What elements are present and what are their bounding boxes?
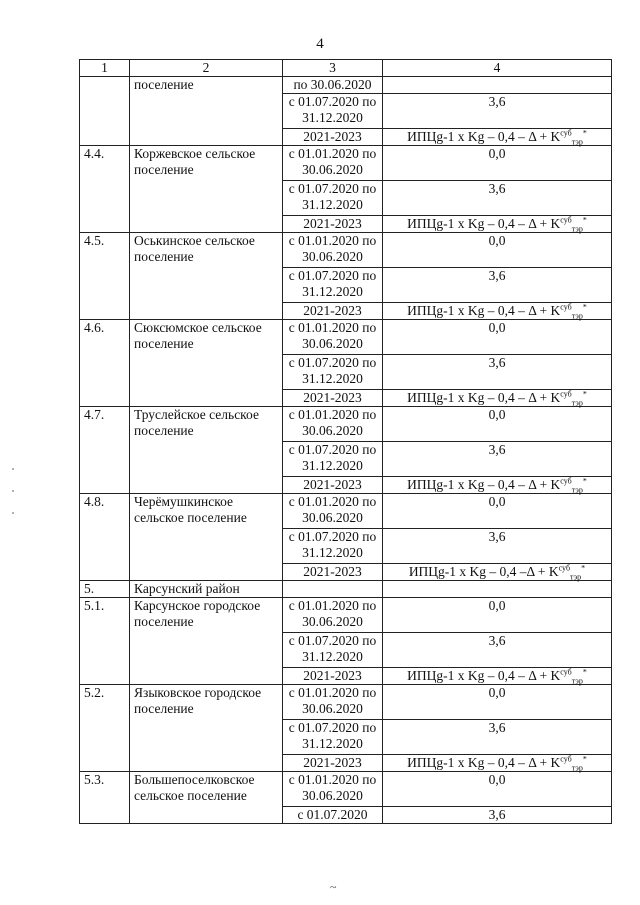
margin-dot xyxy=(12,512,14,514)
municipality-name: Большепоселковское сельское поселение xyxy=(130,772,283,824)
period-second: с 01.07.2020 по 31.12.2020 xyxy=(283,633,383,668)
period-second: с 01.07.2020 по 31.12.2020 xyxy=(283,529,383,564)
row-number: 5. xyxy=(80,581,130,598)
row-number: 4.5. xyxy=(80,233,130,320)
row-number xyxy=(80,77,130,146)
municipality-name: Карсунское городское поселение xyxy=(130,598,283,685)
formula-cell: ИПЦg-1 x $Kg - 0,4 - \Delta + K^{суб}_{тэр}^*$ xyxy=(383,755,612,772)
period-first: с 01.01.2020 по 30.06.2020 xyxy=(283,685,383,720)
value-second: 3,6 xyxy=(383,94,612,129)
table-row xyxy=(80,146,612,181)
table-row xyxy=(80,233,612,268)
table-row xyxy=(80,772,612,807)
table-row xyxy=(80,407,612,442)
row-number: 4.7. xyxy=(80,407,130,494)
header-col-3: 3 xyxy=(283,60,383,77)
period-first: с 01.01.2020 по 30.06.2020 xyxy=(283,233,383,268)
value-second: 3,6 xyxy=(383,355,612,390)
period-second: с 01.07.2020 по 31.12.2020 xyxy=(283,94,383,129)
value-first: 0,0 xyxy=(383,146,612,181)
period-second: с 01.07.2020 по 31.12.2020 xyxy=(283,442,383,477)
period-2021-2023: 2021-2023 xyxy=(283,216,383,233)
formula-cell: ИПЦg-1 x $Kg - 0,4 - \Delta + K^{суб}_{тэр}^*$ xyxy=(383,668,612,685)
municipality-name: Труслейское сельское поселение xyxy=(130,407,283,494)
table-row xyxy=(80,77,612,94)
margin-dot xyxy=(12,490,14,492)
value-first: 0,0 xyxy=(383,598,612,633)
empty-cell xyxy=(283,581,383,598)
period-first: с 01.01.2020 по 30.06.2020 xyxy=(283,494,383,529)
formula-cell: ИПЦg-1 x Kg – 0,4 $-\Delta + K^{суб}_{тэр}^*$ xyxy=(383,564,612,581)
value-first: 0,0 xyxy=(383,233,612,268)
period-2021-2023: 2021-2023 xyxy=(283,564,383,581)
period-2021-2023: 2021-2023 xyxy=(283,668,383,685)
period-second: с 01.07.2020 по 31.12.2020 xyxy=(283,181,383,216)
formula-cell: ИПЦg-1 x $Kg - 0,4 - \Delta + K^{суб}_{тэр}^*$ xyxy=(383,216,612,233)
period-first: с 01.01.2020 по 30.06.2020 xyxy=(283,772,383,807)
period-2021-2023: 2021-2023 xyxy=(283,129,383,146)
value-first: 0,0 xyxy=(383,320,612,355)
row-number: 4.6. xyxy=(80,320,130,407)
period-first: с 01.01.2020 по 30.06.2020 xyxy=(283,146,383,181)
value-second: 3,6 xyxy=(383,181,612,216)
period-second: с 01.07.2020 по 31.12.2020 xyxy=(283,268,383,303)
margin-dot xyxy=(12,468,14,470)
period-second: с 01.07.2020 по 31.12.2020 xyxy=(283,355,383,390)
municipality-name: Языковское городское поселение xyxy=(130,685,283,772)
row-number: 5.3. xyxy=(80,772,130,824)
period-2021-2023: 2021-2023 xyxy=(283,755,383,772)
period-2021-2023: 2021-2023 xyxy=(283,477,383,494)
value-second: 3,6 xyxy=(383,633,612,668)
value-first: 0,0 xyxy=(383,772,612,807)
municipality-name: Сюксюмское сельское поселение xyxy=(130,320,283,407)
header-col-2: 2 xyxy=(130,60,283,77)
row-number: 5.2. xyxy=(80,685,130,772)
period-first: с 01.01.2020 по 30.06.2020 xyxy=(283,407,383,442)
formula-cell: ИПЦg-1 x $Kg - 0,4 - \Delta + K^{суб}_{тэр}^*$ xyxy=(383,477,612,494)
header-row xyxy=(80,60,612,77)
value-first: 0,0 xyxy=(383,407,612,442)
value-second: 3,6 xyxy=(383,442,612,477)
value-second: 3,6 xyxy=(383,268,612,303)
table-row xyxy=(80,320,612,355)
row-number: 5.1. xyxy=(80,598,130,685)
header-col-4: 4 xyxy=(383,60,612,77)
value-second: 3,6 xyxy=(383,807,612,824)
table-row xyxy=(80,494,612,529)
municipality-name: Оськинское сельское поселение xyxy=(130,233,283,320)
district-name: Карсунский район xyxy=(130,581,283,598)
tariff-table xyxy=(79,59,612,824)
formula-cell: ИПЦg-1 x $Kg - 0,4 - \Delta + K^{суб}_{тэр}^*$ xyxy=(383,303,612,320)
table-row xyxy=(80,598,612,633)
formula-cell: ИПЦg-1 x $Kg - 0,4 - \Delta + K^{суб}_{тэр}^*$ xyxy=(383,390,612,407)
header-col-1: 1 xyxy=(80,60,130,77)
period-second: с 01.07.2020 xyxy=(283,807,383,824)
table-row xyxy=(80,685,612,720)
value-second: 3,6 xyxy=(383,720,612,755)
period-second: с 01.07.2020 по 31.12.2020 xyxy=(283,720,383,755)
value-first: 0,0 xyxy=(383,685,612,720)
district-row xyxy=(80,581,612,598)
empty-cell xyxy=(383,581,612,598)
value-second: 3,6 xyxy=(383,529,612,564)
municipality-name: Черёмушкинское сельское поселение xyxy=(130,494,283,581)
value-first xyxy=(383,77,612,94)
row-number: 4.8. xyxy=(80,494,130,581)
page-number: 4 xyxy=(316,36,324,52)
period-first: с 01.01.2020 по 30.06.2020 xyxy=(283,598,383,633)
period-2021-2023: 2021-2023 xyxy=(283,390,383,407)
row-number: 4.4. xyxy=(80,146,130,233)
scan-mark: ~ xyxy=(330,880,337,894)
value-first: 0,0 xyxy=(383,494,612,529)
municipality-name: поселение xyxy=(130,77,283,146)
period-2021-2023: 2021-2023 xyxy=(283,303,383,320)
formula-cell: ИПЦg-1 x $Kg - 0,4 - \Delta + K^{суб}_{тэр}^*$ xyxy=(383,129,612,146)
municipality-name: Коржевское сельское поселение xyxy=(130,146,283,233)
period-first: по 30.06.2020 xyxy=(283,77,383,94)
period-first: с 01.01.2020 по 30.06.2020 xyxy=(283,320,383,355)
